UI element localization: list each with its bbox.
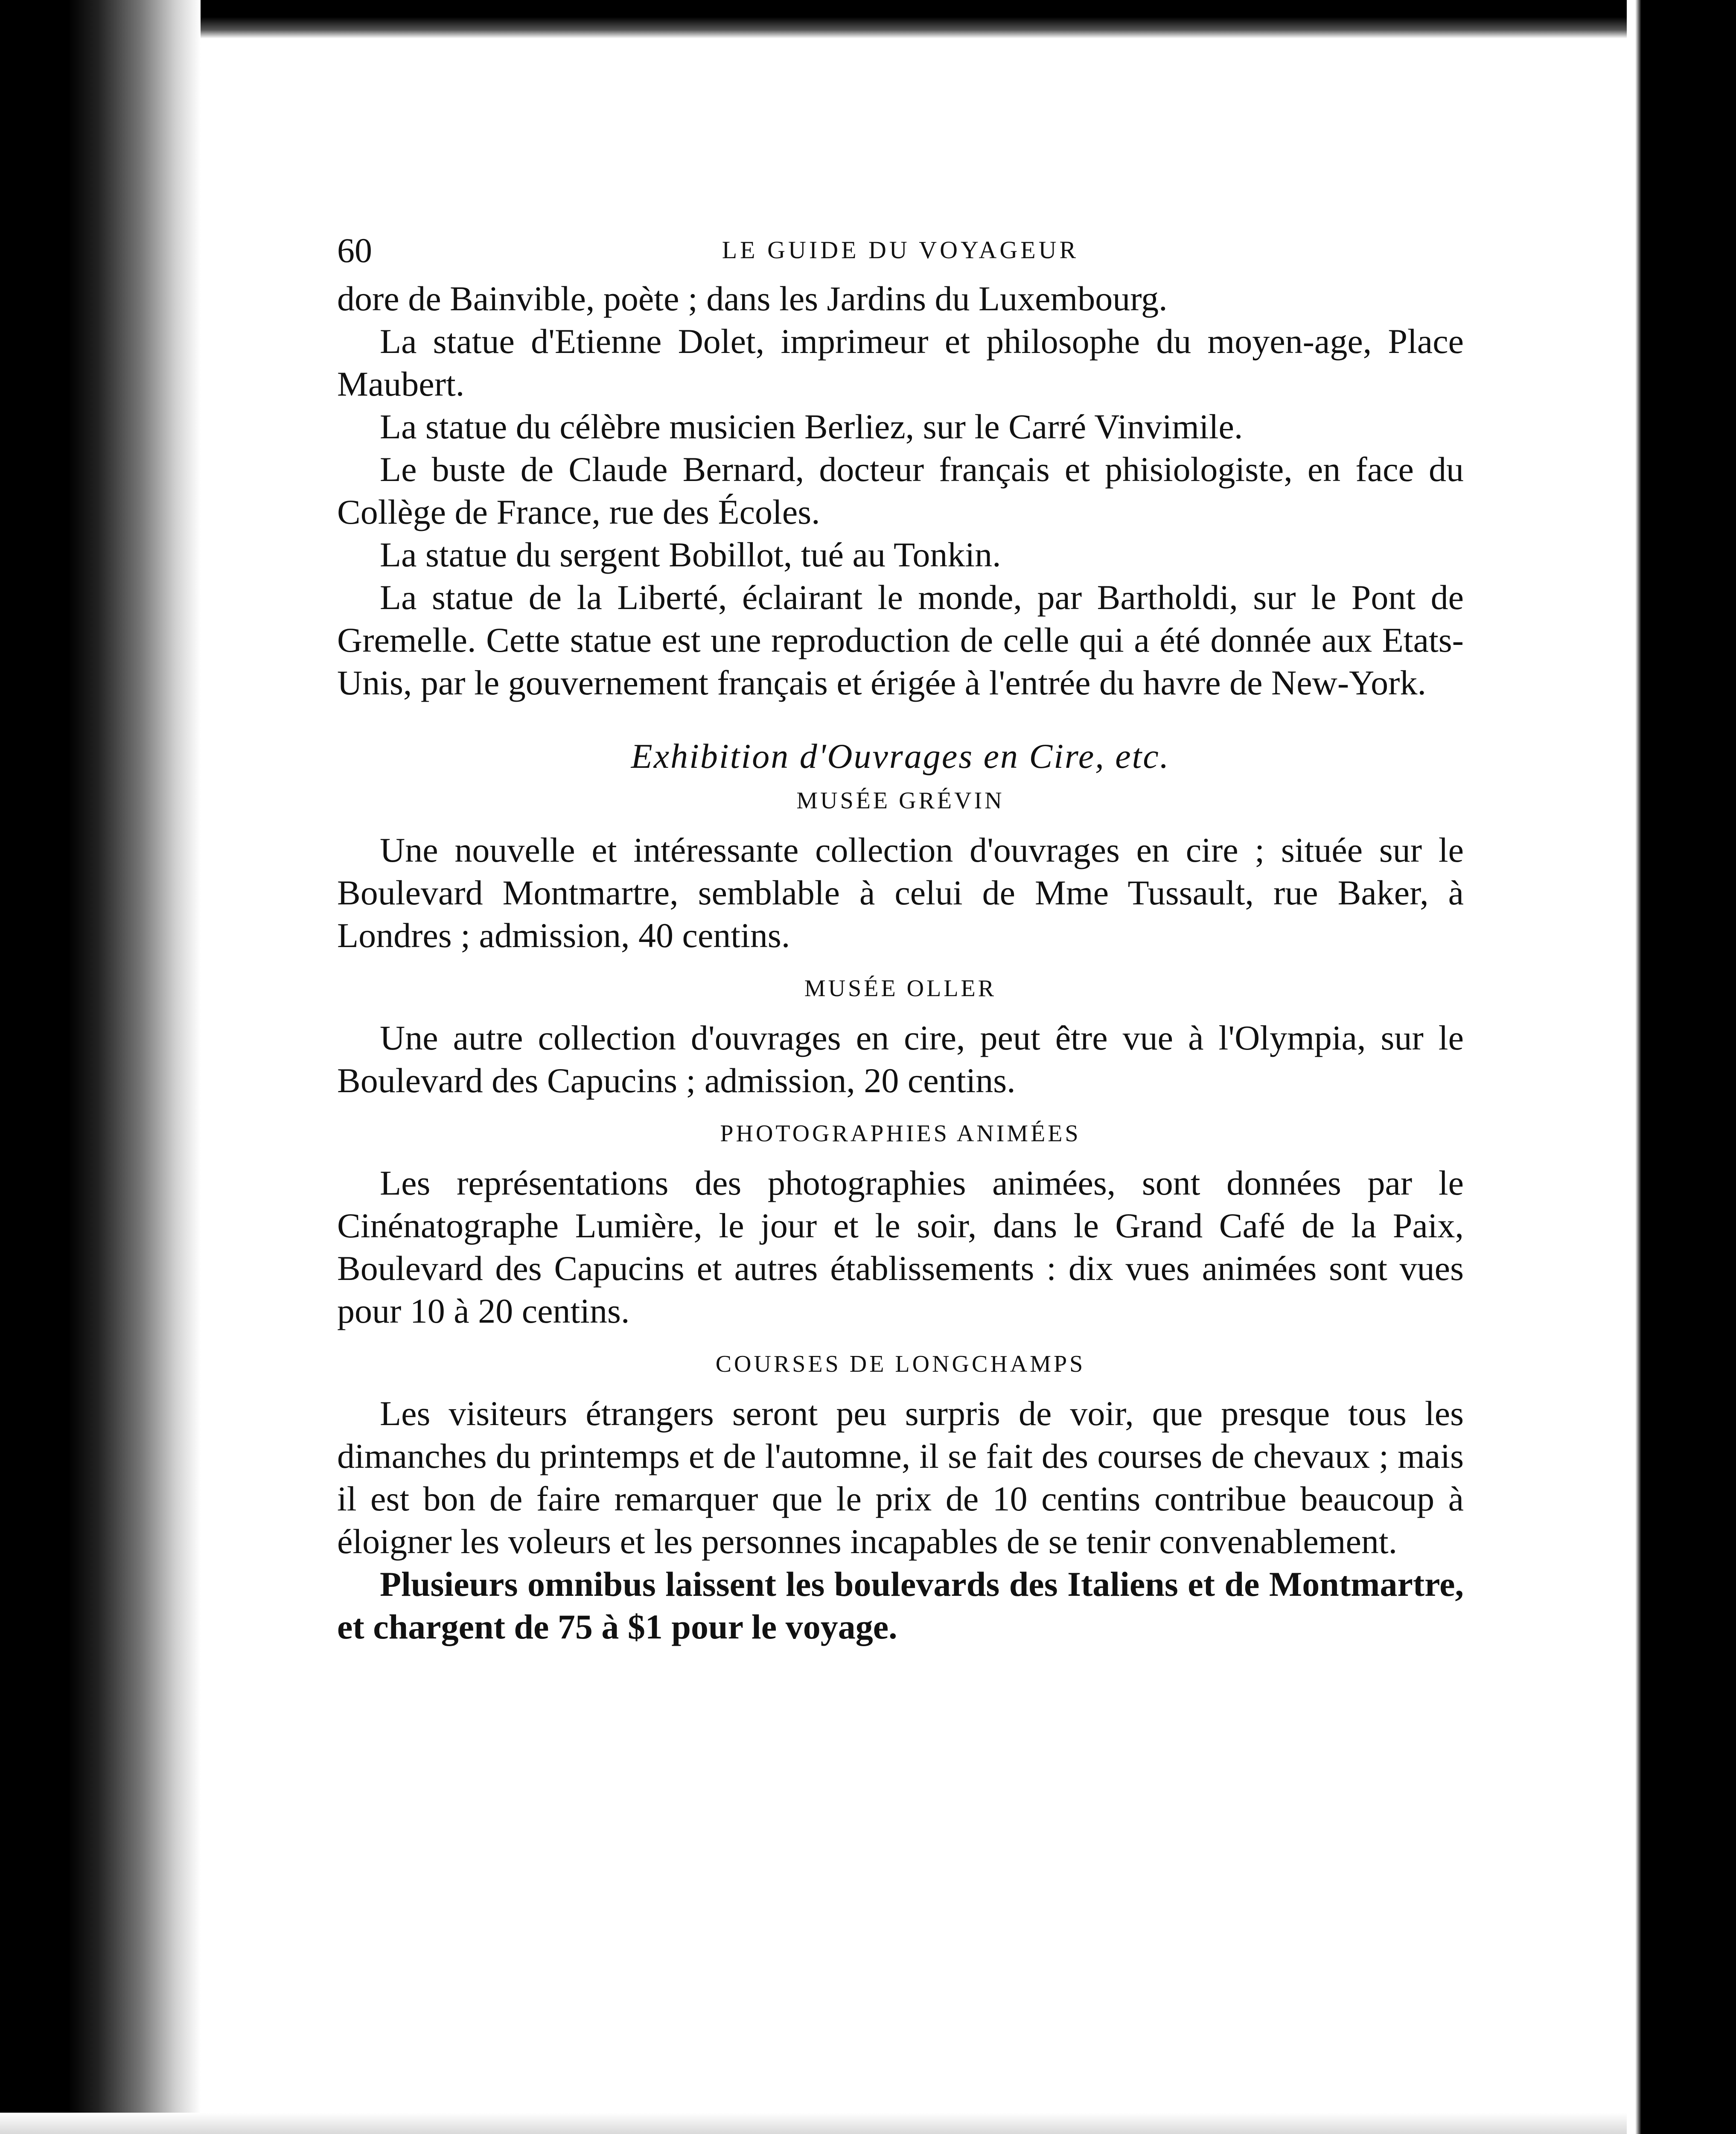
paragraph-berliez: La statue du célèbre musicien Berliez, sur le Carré Vinvimile. (380, 407, 1243, 446)
paragraph-photographies: Les représentations des photographies animées, sont données par le Cinénatographe Lumière, le jour et le soir, dans le Grand Café de la Paix, Boulevard des Capucins et autres établissements : dix vues animées sont vues pour 10 à 20 centins. (337, 1163, 1464, 1330)
scan-shadow-binding (0, 0, 201, 2134)
paragraph-bernard: Le buste de Claude Bernard, docteur français et phisiologiste, en face du Collège de France, rue des Écoles. (337, 450, 1464, 531)
page-number: 60 (337, 231, 372, 270)
section-title: Exhibition d'Ouvrages en Cire, etc. (631, 737, 1170, 775)
scan-shadow-bottom (0, 2113, 1736, 2134)
paragraph-dolet: La statue d'Etienne Dolet, imprimeur et philosophe du moyen-age, Place Maubert. (337, 322, 1464, 403)
paragraph-omnibus: Plusieurs omnibus laissent les boulevards des Italiens et de Montmartre, et chargent de 75 à $1 pour le voyage. (337, 1565, 1464, 1646)
subhead-longchamps: COURSES DE LONGCHAMPS (715, 1351, 1086, 1377)
scan-shadow-top (0, 0, 1736, 38)
scan-shadow-right (1627, 0, 1736, 2134)
paragraph-longchamps: Les visiteurs étrangers seront peu surpris de voir, que presque tous les dimanches du printemps et de l'automne, il se fait des courses de chevaux ; mais il est bon de faire remarquer que le prix de 10 centins contribue beaucoup à éloigner les voleurs et les personnes incapables de se tenir convenablement. (337, 1394, 1464, 1561)
subhead-photographies: PHOTOGRAPHIES ANIMÉES (720, 1120, 1081, 1147)
subhead-musee-grevin: MUSÉE GRÉVIN (796, 787, 1005, 814)
book-page (337, 230, 1464, 1648)
paragraph-grevin: Une nouvelle et intéressante collection d'ouvrages en cire ; située sur le Boulevard Montmartre, semblable à celui de Mme Tussault, rue Baker, à Londres ; admission, 40 centins. (337, 831, 1464, 955)
subhead-musee-oller: MUSÉE OLLER (804, 975, 997, 1002)
paragraph-liberte: La statue de la Liberté, éclairant le monde, par Bartholdi, sur le Pont de Gremelle. Cette statue est une reproduction de celle qui a été donnée aux Etats-Unis, par le gouvernement français et érigée à l'entrée du havre de New-York. (337, 578, 1464, 702)
running-title: LE GUIDE DU VOYAGEUR (722, 236, 1079, 264)
running-head (337, 230, 1464, 277)
paragraph-oller: Une autre collection d'ouvrages en cire, peut être vue à l'Olympia, sur le Boulevard des Capucins ; admission, 20 centins. (337, 1018, 1464, 1100)
paragraph-continuation: dore de Bainvible, poète ; dans les Jardins du Luxembourg. (337, 279, 1168, 318)
paragraph-bobillot: La statue du sergent Bobillot, tué au Tonkin. (380, 535, 1001, 574)
